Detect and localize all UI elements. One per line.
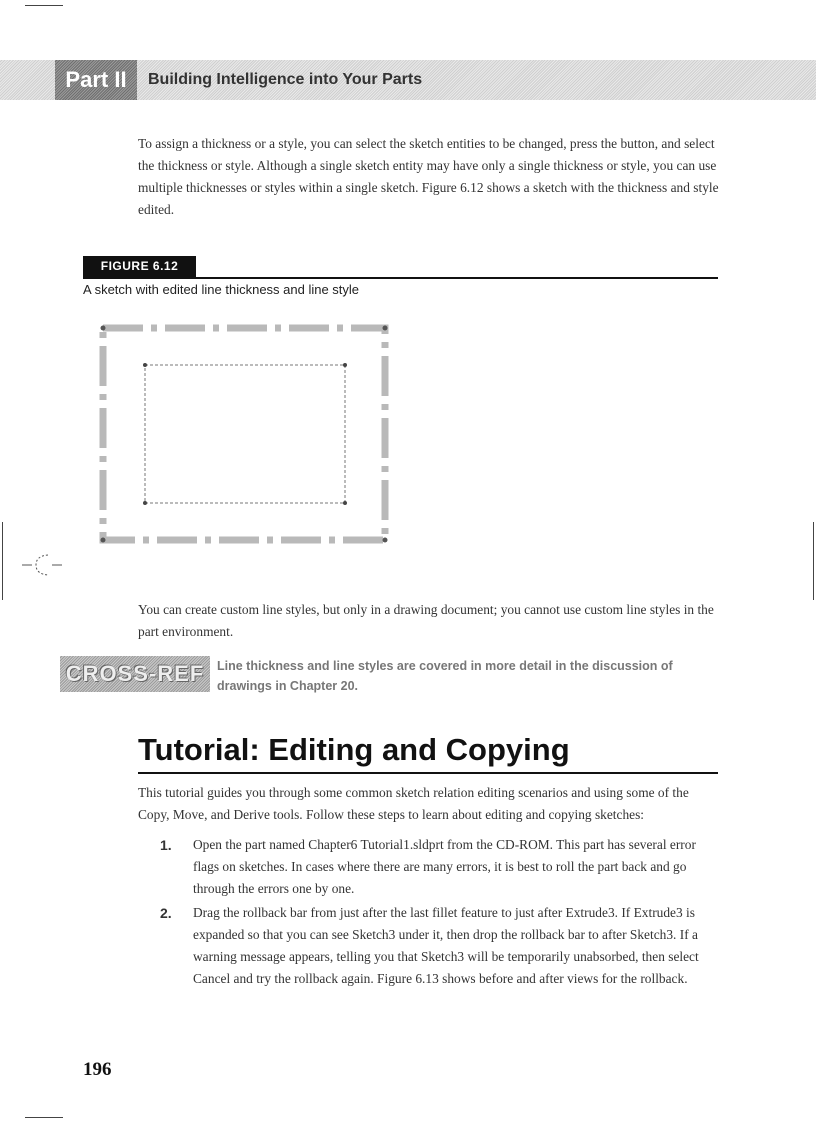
inner-corner-point (343, 501, 347, 505)
outer-corner-point (101, 538, 106, 543)
crop-mark-bottom-left (25, 1117, 63, 1118)
intro-paragraph: To assign a thickness or a style, you can select the sketch entities to be changed, press the button, and select the thickness or style. Although a single sketch entity may have only a single thickness or style, you can use multiple thicknesses or styles within a single sketch. Figure 6.12 shows a sketch with the thickness and style edited. (138, 136, 719, 217)
part-title: Building Intelligence into Your Parts (148, 71, 423, 88)
step-text: Drag the rollback bar from just after the last fillet feature to just after Extrude3. If Extrude3 is expanded so that you can see Sketch3 under it, then drop the rollback bar to after Sketch3. If a warning message appears, telling you that Sketch3 will be temporarily unabsorbed, then select Cancel and try the rollback again. Figure 6.13 shows before and after views for the rollback. (193, 905, 699, 986)
step-item (160, 902, 720, 990)
step-text: Open the part named Chapter6 Tutorial1.sldprt from the CD-ROM. This part has several error flags on sketches. In cases where there are many errors, it is best to roll the part back and go through the errors one by one. (193, 837, 696, 896)
page-number: 196 (83, 1059, 112, 1080)
step-number: 1. (160, 837, 172, 853)
crop-mark-top-left (25, 5, 63, 6)
outer-corner-point (383, 538, 388, 543)
figure-header (83, 256, 718, 279)
inner-corner-point (343, 363, 347, 367)
part-header-band (0, 60, 816, 100)
inner-corner-point (143, 363, 147, 367)
outer-corner-point (383, 326, 388, 331)
registration-mark-icon (18, 550, 66, 580)
sketch-figure (95, 320, 395, 550)
figure-caption: A sketch with edited line thickness and line style (83, 282, 360, 297)
section-intro: This tutorial guides you through some common sketch relation editing scenarios and using some of the Copy, Move, and Derive tools. Follow these steps to learn about editing and copying sketches: (138, 785, 689, 822)
figure-label: FIGURE 6.12 (83, 256, 196, 277)
inner-corner-point (143, 501, 147, 505)
crop-mark-left (2, 522, 3, 600)
inner-thin-dashed-rectangle (145, 365, 345, 503)
cross-ref-badge: CROSS-REF (60, 656, 210, 692)
cross-ref-text: Line thickness and line styles are covered in more detail in the discussion of drawings in Chapter 20. (217, 659, 673, 693)
custom-styles-paragraph: You can create custom line styles, but only in a drawing document; you cannot use custom line styles in the part environment. (138, 602, 714, 639)
step-number: 2. (160, 905, 172, 921)
part-label: Part II (55, 60, 137, 100)
crop-mark-right (813, 522, 814, 600)
section-title: Tutorial: Editing and Copying (138, 730, 718, 774)
outer-corner-point (101, 326, 106, 331)
step-item (160, 834, 720, 900)
